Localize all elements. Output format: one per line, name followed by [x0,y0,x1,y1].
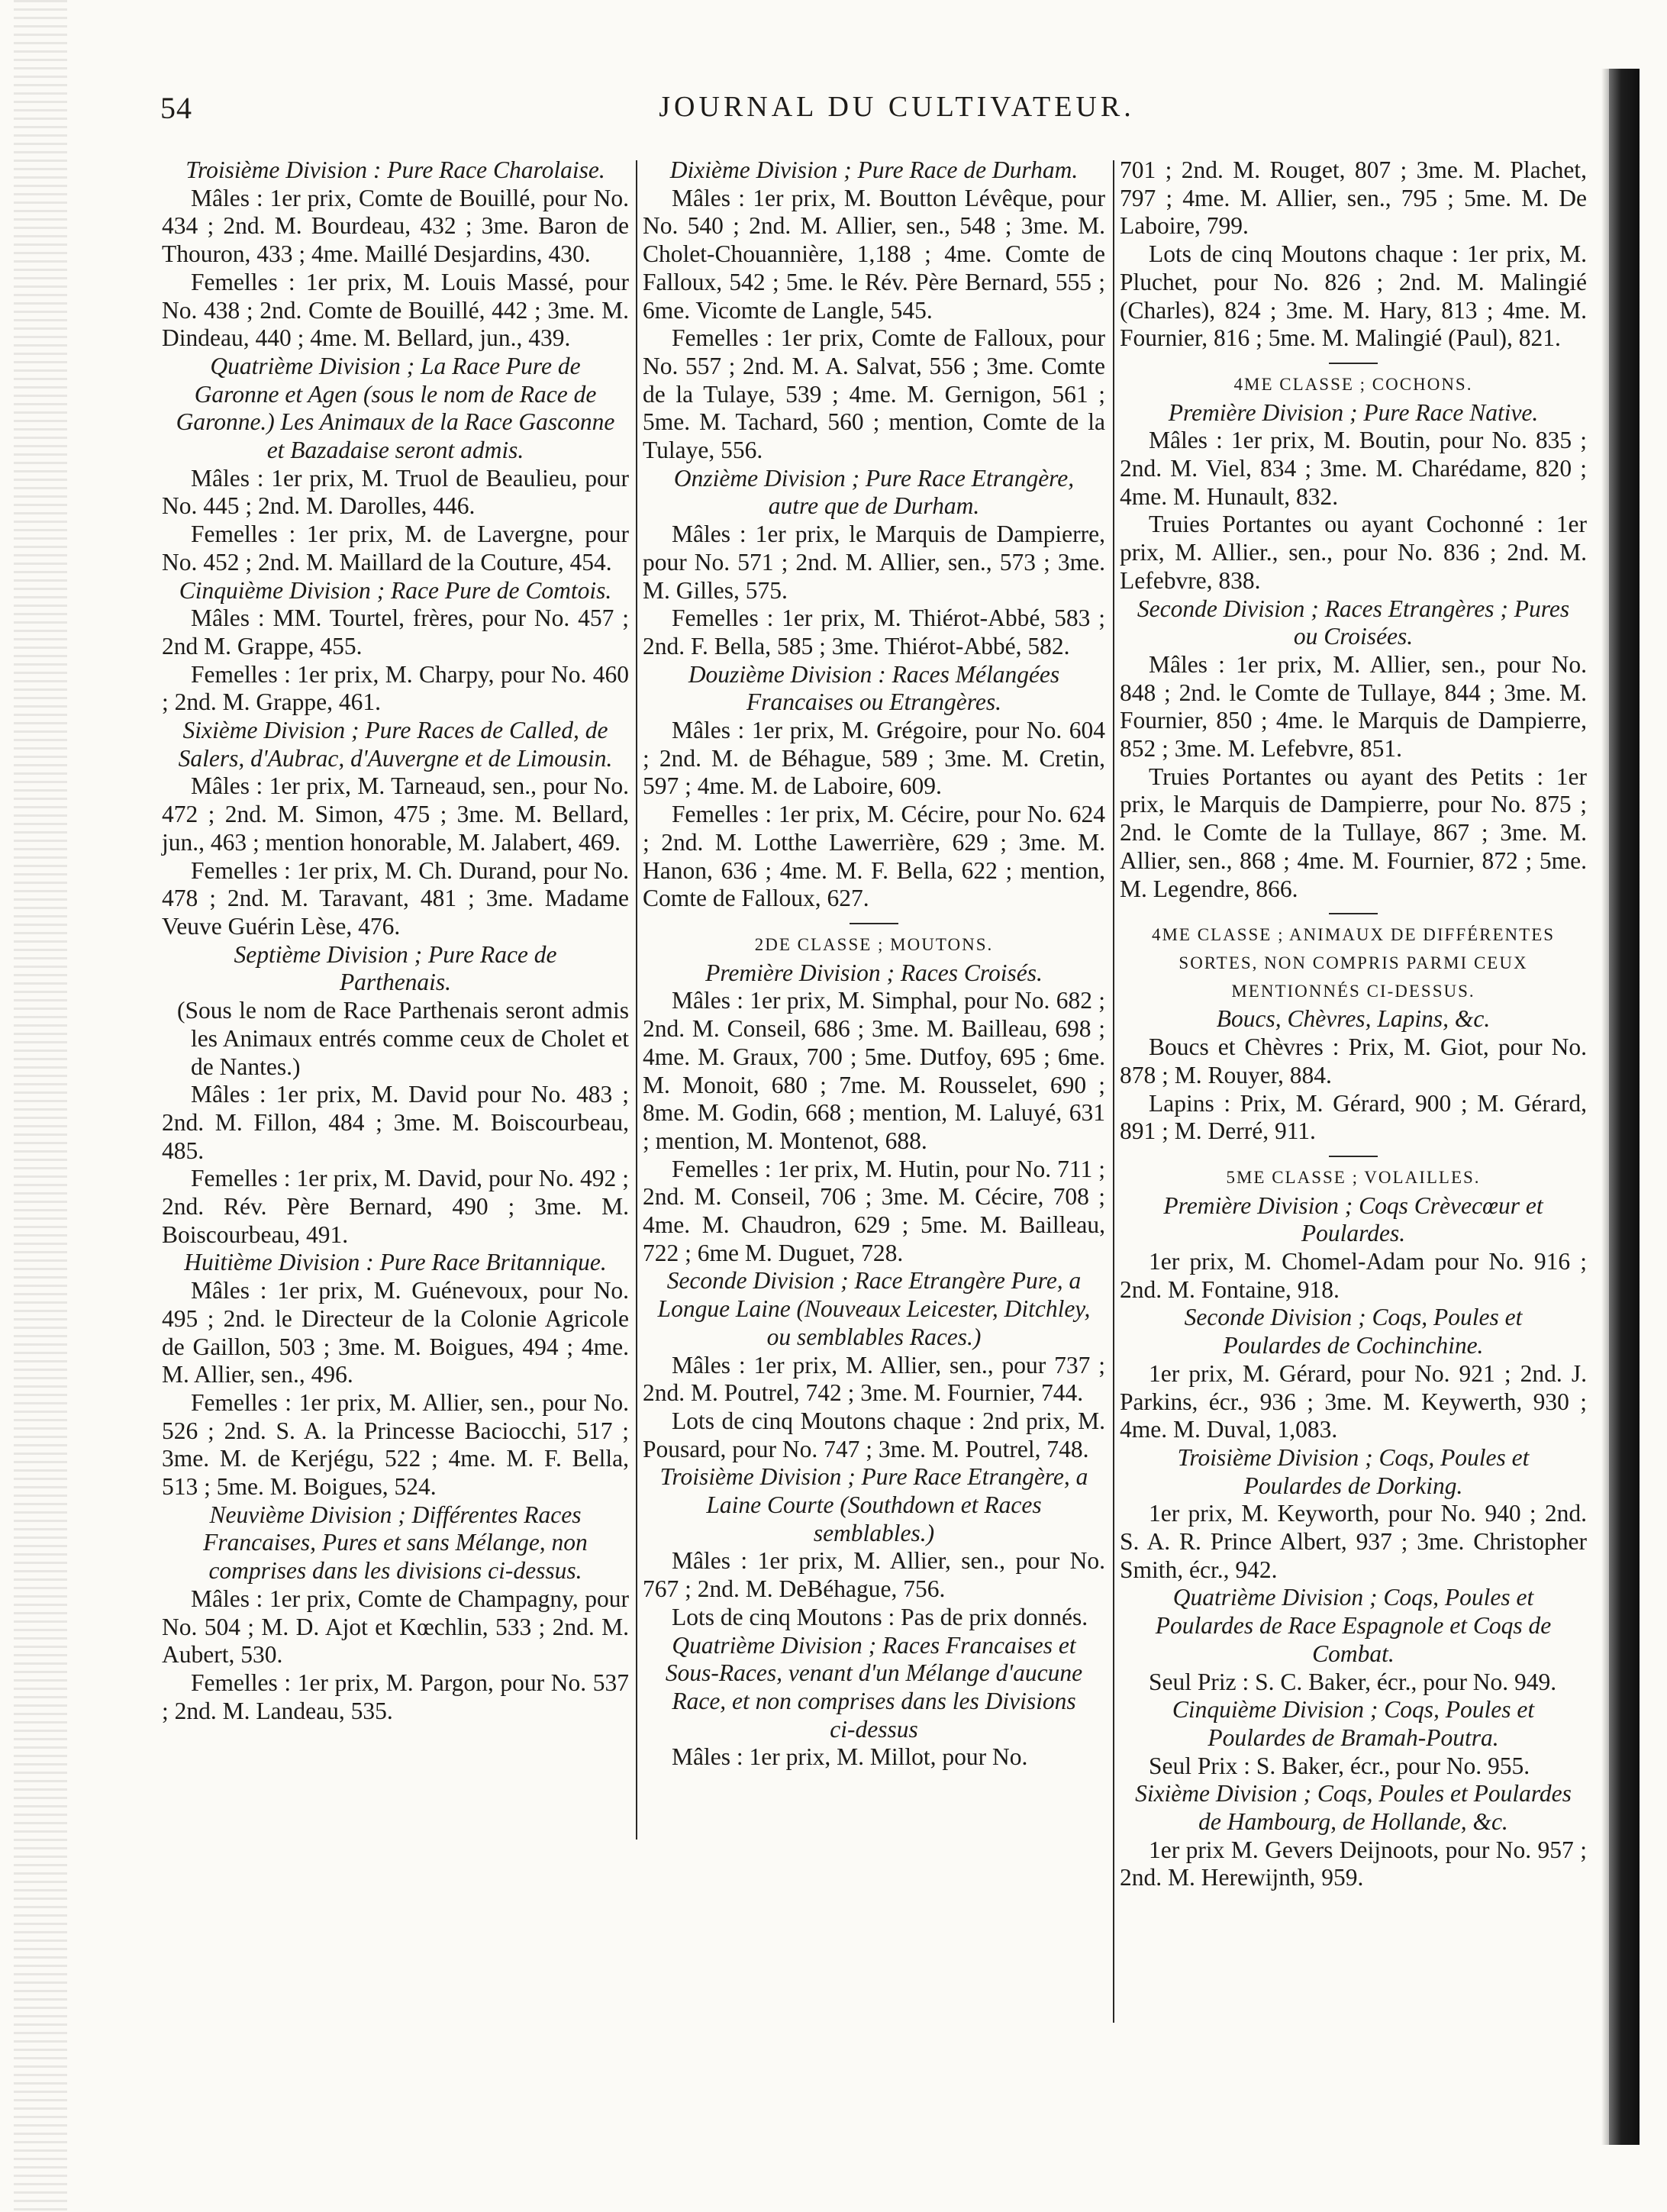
prize-entry: Femelles : 1er prix, Comte de Falloux, pour No. 557 ; 2nd. M. A. Salvat, 556 ; 3me. Comte de la Tulaye, 539 ; 4me. M. Gernigon, 561 ; 5me. M. Tachard, 560 ; mention, Comte de la Tulaye, 556. [643,324,1105,464]
page-number: 54 [160,91,192,125]
scan-right-edge-bar [1609,69,1640,2145]
prize-entry: Truies Portantes ou ayant Cochonné : 1er prix, M. Allier., sen., pour No. 836 ; 2nd. M. Lefebvre, 838. [1120,511,1587,594]
prize-entry: 701 ; 2nd. M. Rouget, 807 ; 3me. M. Plachet, 797 ; 4me. M. Allier, sen., 795 ; 5me. M. De Laboire, 799. [1120,156,1587,240]
division-heading: Première Division ; Races Croisés. [705,959,1043,986]
column-1 [162,156,629,1725]
prize-entry: Femelles : 1er prix, M. Charpy, pour No. 460 ; 2nd. M. Grappe, 461. [162,660,629,716]
scan-left-edge-shadow [14,0,67,2212]
division-heading: Sixième Division ; Pure Races de Called, de Salers, d'Aubrac, d'Auvergne et de Limousin. [178,717,613,772]
division-heading: Dixième Division ; Pure Race de Durham. [669,156,1079,183]
prize-entry: Femelles : 1er prix, M. Thiérot-Abbé, 583 ; 2nd. F. Bella, 585 ; 3me. Thiérot-Abbé, 582. [643,605,1105,659]
division-heading: Huitième Division : Pure Race Britannique. [184,1249,607,1276]
prize-entry: 1er prix, M. Chomel-Adam pour No. 916 ; 2nd. M. Fontaine, 918. [1120,1248,1587,1303]
section-separator [1329,913,1378,914]
division-heading: Première Division ; Coqs Crèvecœur et Poulardes. [1163,1191,1543,1247]
division-heading: Première Division ; Pure Race Native. [1168,398,1539,426]
section-separator [1329,363,1378,364]
class-heading: 2DE CLASSE ; MOUTONS. [754,934,994,954]
division-heading: Troisième Division : Pure Race Charolaise. [185,156,605,183]
prize-entry: Mâles : 1er prix, M. Tarneaud, sen., pour No. 472 ; 2nd. M. Simon, 475 ; 3me. M. Bellard, jun., 463 ; mention honorable, M. Jalabert, 469. [162,772,629,856]
prize-entry: Truies Portantes ou ayant des Petits : 1er prix, le Marquis de Dampierre, pour No. 875 ; 2nd. le Comte de la Tullaye, 867 ; 3me. M. Allier, sen., 868 ; 4me. M. Fournier, 872 ; 5me. M. Legendre, 866. [1120,763,1587,902]
class-heading: 4ME CLASSE ; ANIMAUX DE DIFFÉRENTES SORTES, NON COMPRIS PARMI CEUX MENTIONNÉS CI-DESSUS. [1151,925,1556,1001]
prize-entry: Femelles : 1er prix, M. Hutin, pour No. 711 ; 2nd. M. Conseil, 706 ; 3me. M. Cécire, 708 ; 4me. M. Chaudron, 629 ; 5me. M. Bailleau, 722 ; 6me M. Duguet, 728. [643,1155,1105,1266]
prize-entry: Femelles : 1er prix, M. Cécire, pour No. 624 ; 2nd. M. Lotthe Lawerrière, 629 ; 3me. M. Hanon, 636 ; 4me. M. F. Bella, 622 ; mention, Comte de Falloux, 627. [643,801,1105,912]
prize-entry: Mâles : 1er prix, M. Truol de Beaulieu, pour No. 445 ; 2nd. M. Darolles, 446. [162,464,629,520]
division-heading: Boucs, Chèvres, Lapins, &c. [1216,1005,1491,1033]
prize-entry: Mâles : 1er prix, Comte de Bouillé, pour No. 434 ; 2nd. M. Bourdeau, 432 ; 3me. Baron de Thouron, 433 ; 4me. Maillé Desjardins, 430. [162,184,629,268]
prize-entry: Boucs et Chèvres : Prix, M. Giot, pour No. 878 ; M. Rouyer, 884. [1120,1033,1587,1088]
prize-entry: Mâles : 1er prix, M. Allier, sen., pour No. 767 ; 2nd. M. DeBéhague, 756. [643,1547,1105,1603]
column-2 [643,156,1105,1772]
prize-entry: Mâles : 1er prix, M. Guénevoux, pour No. 495 ; 2nd. le Directeur de la Colonie Agricole de Gaillon, 503 ; 3me. M. Boigues, 494 ; 4me. M. Allier, sen., 496. [162,1277,629,1388]
prize-entry: Mâles : 1er prix, M. Allier, sen., pour 737 ; 2nd. M. Poutrel, 742 ; 3me. M. Fournier, 744. [643,1351,1105,1407]
prize-entry: Mâles : 1er prix, Comte de Champagny, pour No. 504 ; M. D. Ajot et Kœchlin, 533 ; 2nd. M. Aubert, 530. [162,1585,629,1669]
column-3 [1120,156,1587,1892]
prize-entry: Mâles : 1er prix, M. Allier, sen., pour No. 848 ; 2nd. le Comte de Tullaye, 844 ; 3me. M. Fournier, 850 ; 4me. le Marquis de Dampierre, 852 ; 3me. M. Lefebvre, 851. [1120,650,1587,763]
prize-entry: Lots de cinq Moutons chaque : 2nd prix, M. Pousard, pour No. 747 ; 3me. M. Poutrel, 748. [643,1407,1105,1462]
division-heading: Quatrième Division ; Coqs, Poules et Poulardes de Race Espagnole et Coqs de Combat. [1155,1584,1552,1667]
prize-entry: Mâles : 1er prix, M. Millot, pour No. [672,1743,1028,1771]
prize-entry: Mâles : 1er prix, M. Boutton Lévêque, pour No. 540 ; 2nd. M. Allier, sen., 548 ; 3me. M. Cholet-Chouannière, 1,188 ; 4me. Comte de Falloux, 542 ; 5me. le Rév. Père Bernard, 555 ; 6me. Vicomte de Langle, 545. [643,184,1105,324]
prize-entry: Seul Priz : S. C. Baker, écr., pour No. 949. [1149,1668,1557,1695]
prize-entry: Mâles : 1er prix, M. David pour No. 483 ; 2nd. M. Fillon, 484 ; 3me. M. Boiscourbeau, 485. [162,1081,629,1164]
prize-entry: Mâles : 1er prix, M. Grégoire, pour No. 604 ; 2nd. M. de Béhague, 589 ; 3me. M. Cretin, 597 ; 4me. M. de Laboire, 609. [643,717,1105,800]
division-heading: Neuvième Division ; Différentes Races Francaises, Pures et sans Mélange, non comprises dans les divisions ci-dessus. [203,1501,588,1585]
column-rule-1 [636,160,637,1840]
prize-entry: 1er prix, M. Gérard, pour No. 921 ; 2nd. J. Parkins, écr., 936 ; 3me. M. Keywerth, 930 ; 4me. M. Duval, 1,083. [1120,1359,1587,1443]
class-heading: 4ME CLASSE ; COCHONS. [1233,374,1473,394]
prize-entry: Mâles : MM. Tourtel, frères, pour No. 457 ; 2nd M. Grappe, 455. [162,605,629,659]
prize-entry: 1er prix M. Gevers Deijnoots, pour No. 957 ; 2nd. M. Herewijnth, 959. [1120,1836,1587,1891]
division-heading: Onzième Division ; Pure Race Etrangère, autre que de Durham. [673,464,1075,520]
division-heading: Seconde Division ; Race Etrangère Pure, a Longue Laine (Nouveaux Leicester, Ditchley, ou semblables Races.) [657,1267,1091,1350]
division-heading: Seconde Division ; Coqs, Poules et Poulardes de Cochinchine. [1184,1304,1523,1359]
division-heading: Troisième Division ; Pure Race Etrangère, a Laine Courte (Southdown et Races semblables.) [659,1463,1088,1546]
prize-entry: Femelles : 1er prix, M. Ch. Durand, pour No. 478 ; 2nd. M. Taravant, 481 ; 3me. Madame Veuve Guérin Lèse, 476. [162,856,629,940]
section-separator [850,923,898,924]
division-heading: Seconde Division ; Races Etrangères ; Pures ou Croisées. [1137,595,1570,650]
prize-entry: Mâles : 1er prix, le Marquis de Dampierre, pour No. 571 ; 2nd. M. Allier, sen., 573 ; 3me. M. Gilles, 575. [643,521,1105,604]
division-note: (Sous le nom de Race Parthenais seront admis les Animaux entrés comme ceux de Cholet et de Nantes.) [177,997,629,1080]
division-heading: Cinquième Division ; Coqs, Poules et Poulardes de Bramah-Poutra. [1172,1696,1535,1751]
prize-entry: Mâles : 1er prix, M. Boutin, pour No. 835 ; 2nd. M. Viel, 834 ; 3me. M. Charédame, 820 ; 4me. M. Hunault, 832. [1120,427,1587,510]
running-head: JOURNAL DU CULTIVATEUR. [659,91,1135,123]
prize-entry: Lots de cinq Moutons chaque : 1er prix, M. Pluchet, pour No. 826 ; 2nd. M. Malingié (Charles), 824 ; 3me. M. Hary, 813 ; 4me. M. Fournier, 816 ; 5me. M. Malingié (Paul), 821. [1120,240,1587,352]
prize-entry: Femelles : 1er prix, M. Louis Massé, pour No. 438 ; 2nd. Comte de Bouillé, 442 ; 3me. M. Dindeau, 440 ; 4me. M. Bellard, jun., 439. [162,268,629,352]
column-rule-2 [1113,160,1114,2023]
section-separator [1329,1156,1378,1157]
prize-entry: Femelles : 1er prix, M. Allier, sen., pour No. 526 ; 2nd. S. A. la Princesse Baciocchi, 517 ; 3me. M. de Kerjégu, 522 ; 4me. M. F. Bella, 513 ; 5me. M. Boigues, 524. [162,1388,629,1501]
prize-entry: Seul Prix : S. Baker, écr., pour No. 955. [1149,1752,1530,1779]
class-heading: 5ME CLASSE ; VOLAILLES. [1226,1167,1481,1187]
division-heading: Quatrième Division ; Races Francaises et Sous-Races, venant d'un Mélange d'aucune Race, et non comprises dans les Divisions ci-dessus [665,1631,1083,1743]
division-heading: Douzième Division : Races Mélangées Francaises ou Etrangères. [688,660,1060,716]
division-heading: Septième Division ; Pure Race de Parthenais. [234,940,557,996]
division-heading: Sixième Division ; Coqs, Poules et Poulardes de Hambourg, de Hollande, &c. [1135,1780,1572,1836]
prize-entry: Femelles : 1er prix, M. Pargon, pour No. 537 ; 2nd. M. Landeau, 535. [162,1669,629,1724]
prize-entry: Femelles : 1er prix, M. de Lavergne, pour No. 452 ; 2nd. M. Maillard de la Couture, 454. [162,521,629,576]
prize-entry: Femelles : 1er prix, M. David, pour No. 492 ; 2nd. Rév. Père Bernard, 490 ; 3me. M. Boiscourbeau, 491. [162,1165,629,1248]
division-heading: Cinquième Division ; Race Pure de Comtois. [179,576,612,604]
division-heading: Troisième Division ; Coqs, Poules et Poulardes de Dorking. [1177,1443,1530,1499]
prize-entry: 1er prix, M. Keyworth, pour No. 940 ; 2nd. S. A. R. Prince Albert, 937 ; 3me. Christopher Smith, écr., 942. [1120,1500,1587,1583]
prize-entry: Mâles : 1er prix, M. Simphal, pour No. 682 ; 2nd. M. Conseil, 686 ; 3me. M. Bailleau, 698 ; 4me. M. Graux, 700 ; 5me. Dutfoy, 695 ; 6me. M. Monoit, 680 ; 7me. M. Rousselet, 690 ; 8me. M. Godin, 668 ; mention, M. Laluyé, 631 ; mention, M. Montenot, 688. [643,987,1105,1154]
prize-entry: Lots de cinq Moutons : Pas de prix donnés. [672,1603,1088,1630]
division-heading: Quatrième Division ; La Race Pure de Garonne et Agen (sous le nom de Race de Garonne.) Les Animaux de la Race Gasconne et Bazadaise seront admis. [176,352,615,464]
prize-entry: Lapins : Prix, M. Gérard, 900 ; M. Gérard, 891 ; M. Derré, 911. [1120,1089,1587,1145]
